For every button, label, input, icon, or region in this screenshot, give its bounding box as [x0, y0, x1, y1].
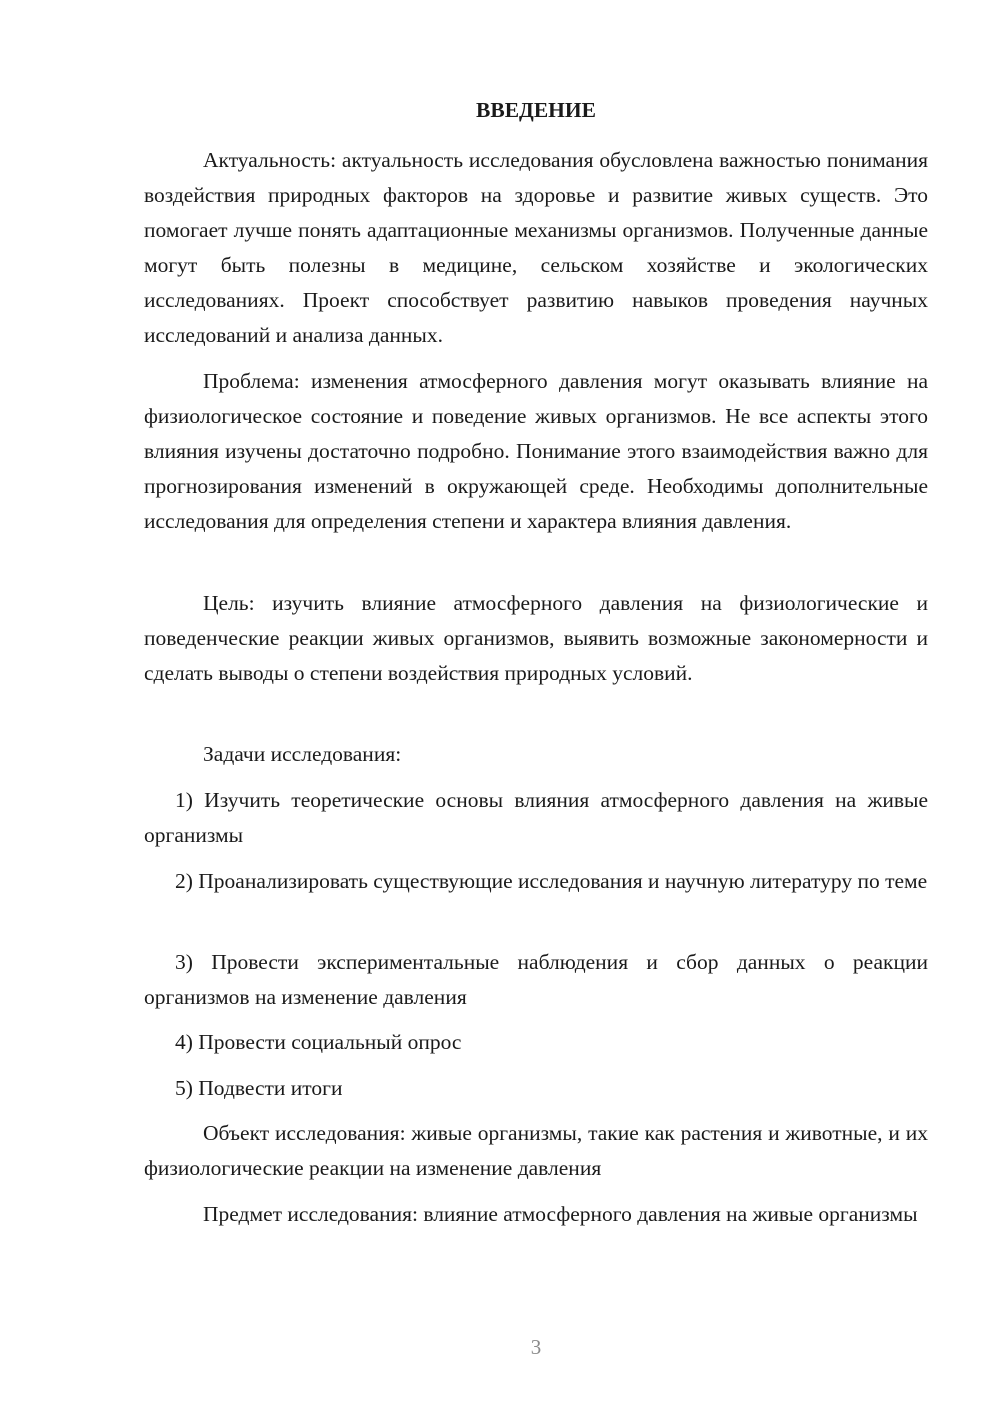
task-item-3: 3) Провести экспериментальные наблюдения и сбор данных о реакции организмов на изменение давления — [144, 950, 928, 1009]
task-item-1: 1) Изучить теоретические основы влияния атмосферного давления на живые организмы — [144, 788, 928, 847]
tasks-heading: Задачи исследования: — [203, 742, 402, 766]
page-title: ВВЕДЕНИЕ — [476, 98, 596, 122]
task-item-5: 5) Подвести итоги — [175, 1076, 343, 1100]
problem-paragraph: Проблема: изменения атмосферного давления могут оказывать влияние на физиологическое состояние и поведение живых организмов. Не все аспекты этого влияния изучены достаточно подробно. Понимание этого взаимодействия важно для прогнозирования изменений в окружающей среде. Необходимы дополнительные исследования для определения степени и характера влияния давления. — [144, 369, 928, 533]
page-number: 3 — [530, 1335, 542, 1359]
task-item-4: 4) Провести социальный опрос — [175, 1030, 462, 1054]
goal-paragraph: Цель: изучить влияние атмосферного давления на физиологические и поведенческие реакции живых организмов, выявить возможные закономерности и сделать выводы о степени воздействия природных условий. — [144, 591, 928, 685]
object-paragraph: Объект исследования: живые организмы, такие как растения и животные, и их физиологические реакции на изменение давления — [144, 1121, 928, 1180]
task-item-2: 2) Проанализировать существующие исследования и научную литературу по теме — [175, 869, 928, 893]
subject-paragraph: Предмет исследования: влияние атмосферного давления на живые организмы — [203, 1202, 918, 1226]
relevance-paragraph: Актуальность: актуальность исследования обусловлена важностью понимания воздействия природных факторов на здоровье и развитие живых существ. Это помогает лучше понять адаптационные механизмы организмов. Полученные данные могут быть полезны в медицине, сельском хозяйстве и экологических исследованиях. Проект способствует развитию навыков проведения научных исследований и анализа данных. — [144, 148, 928, 347]
document-page — [144, 0, 928, 1414]
